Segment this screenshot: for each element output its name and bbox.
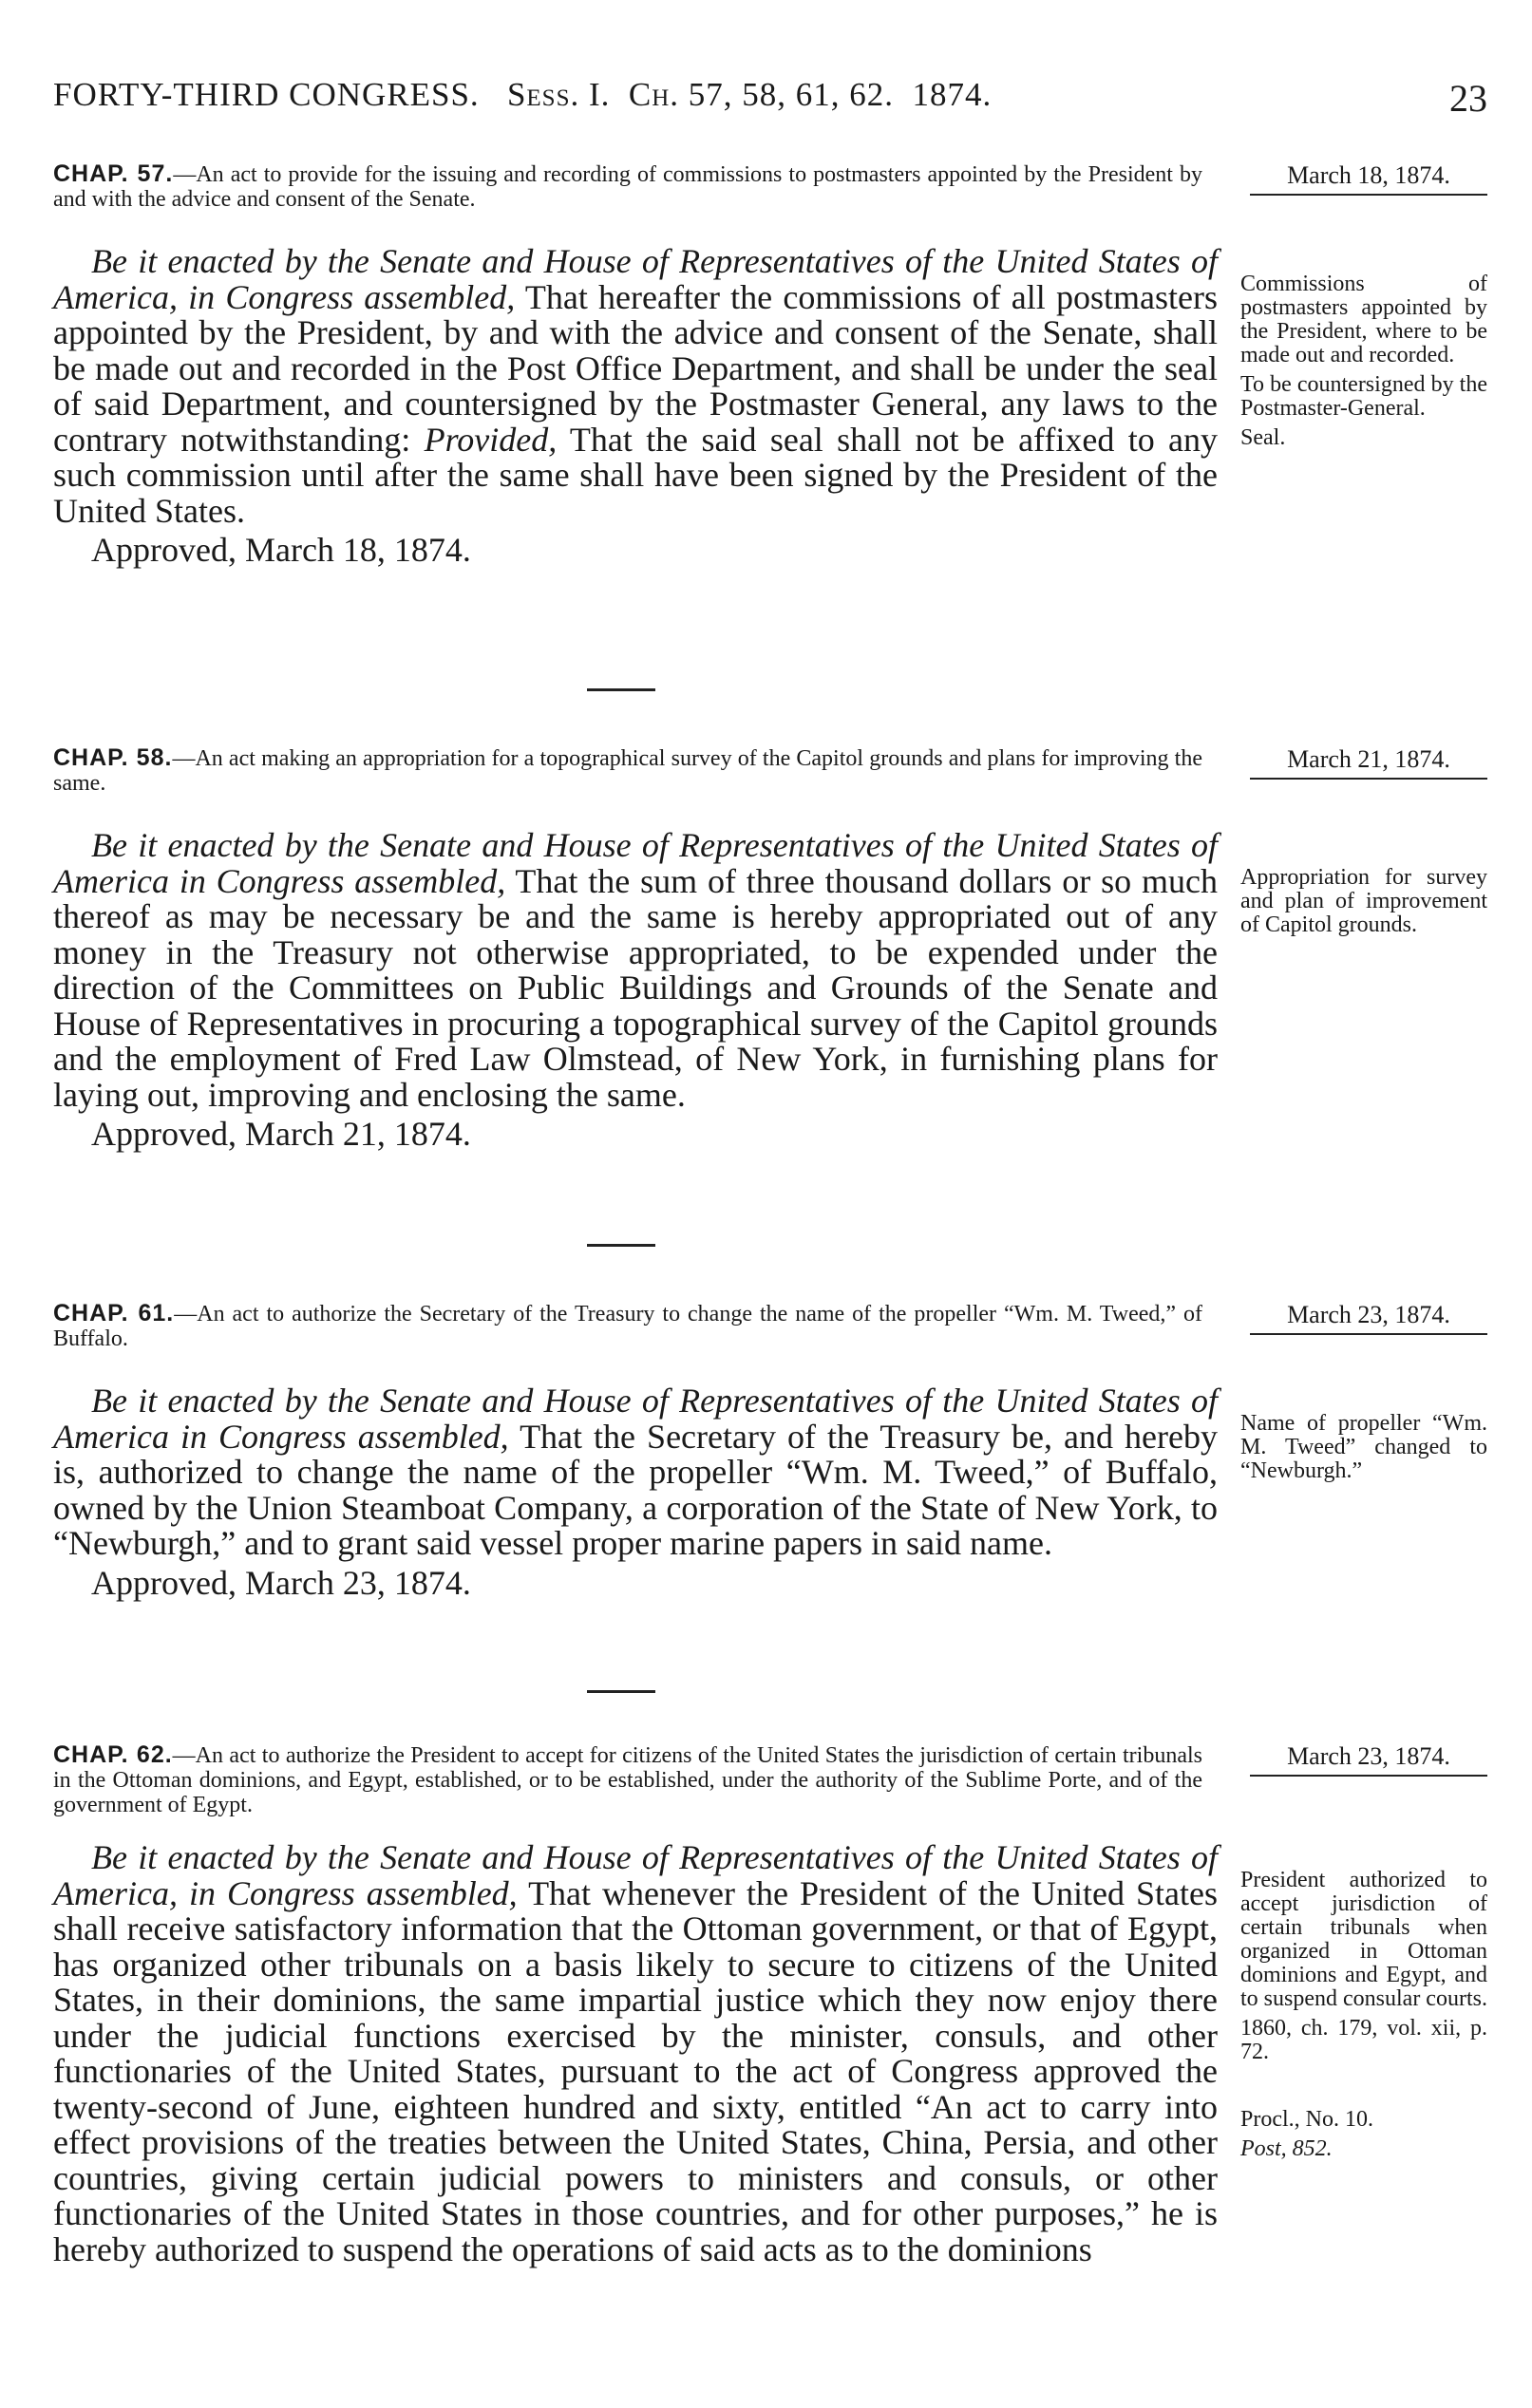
page-number: 23 — [1449, 77, 1487, 120]
header-year: 1874. — [912, 76, 993, 113]
margin-note: To be countersigned by the Postmaster-General. — [1240, 372, 1487, 421]
chapter-text — [53, 1383, 1218, 1562]
chapter-title-text: —An act to authorize the President to accept for citizens of the United States the jurisdiction of certain tribunals in the Ottoman dominions, and Egypt, established, or to be established, under the authority of the Sublime Porte, and of the government of Egypt. — [53, 1743, 1202, 1817]
chapter-text — [53, 1840, 1218, 2267]
chapter-body — [53, 244, 1487, 569]
chapter-body-text: That the sum of three thousand dollars or so much thereof as may be necessary be and the same is hereby appropriated out of any money in the Treasury not otherwise appropriated, to be expended under the direction of the Committees on Public Buildings and Grounds of the Senate and House of Representatives in procuring a topographical survey of the Capitol grounds and the employment of Fred Law Olmstead, of New York, in furnishing plans for laying out, improving and enclosing the same. — [53, 861, 1218, 1114]
margin-note: Appropriation for survey and plan of improvement of Capitol grounds. — [1240, 865, 1487, 937]
margin-note: Name of propeller “Wm. M. Tweed” changed to “Newburgh.” — [1240, 1411, 1487, 1483]
margin-note: Post, 852. — [1240, 2136, 1333, 2161]
chapters-reference: Ch. 57, 58, 61, 62. — [628, 76, 895, 113]
chapter-body — [53, 1840, 1487, 2267]
margin-notes — [1240, 866, 1487, 943]
enacting-clause: Be it enacted by the Senate and House of Representatives of the United States of America, in Congress assembled, — [53, 1838, 1218, 1912]
chapter-text — [53, 244, 1218, 529]
section-divider — [587, 1244, 655, 1247]
margin-note: President authorized to accept jurisdiction of certain tribunals when organized in Ottoman dominions and Egypt, and to suspend consular courts. — [1240, 1868, 1487, 2011]
margin-note: Commissions of postmasters appointed by the President, where to be made out and recorded. — [1240, 272, 1487, 367]
chapter-62 — [53, 1742, 1487, 2267]
chapter-title-text: —An act to provide for the issuing and recording of commissions to postmasters appointed by the President by and with the advice and consent of the Senate. — [53, 162, 1202, 212]
approved-line: Approved, March 18, 1874. — [91, 531, 471, 569]
margin-note: Procl., No. 10. — [1240, 2107, 1373, 2132]
chapter-title — [53, 161, 1202, 212]
enacting-clause: Be it enacted by the Senate and House of Representatives of the United States of America, in Congress assembled, — [53, 242, 1218, 316]
chapter-label: CHAP. 62. — [53, 1741, 173, 1768]
chapter-heading — [53, 161, 1487, 212]
chapter-title — [53, 745, 1202, 796]
chapter-body-text: That the Secretary of the Treasury be, and hereby is, authorized to change the name of the propeller “Wm. M. Tweed,” of Buffalo, owned by the Union Steamboat Company, a corporation of the State of New York, to “Newburgh,” and to grant said vessel proper marine papers in said name. — [53, 1417, 1218, 1562]
section-divider — [587, 688, 655, 691]
chapter-body — [53, 1383, 1487, 1601]
chapter-title-text: —An act to authorize the Secretary of the Treasury to change the name of the propeller “Wm. M. Tweed,” of Buffalo. — [53, 1302, 1203, 1351]
margin-notes — [1240, 1412, 1487, 1489]
chapter-label: CHAP. 61. — [53, 1300, 175, 1326]
chapter-61 — [53, 1301, 1487, 1601]
approved-line: Approved, March 23, 1874. — [91, 1563, 471, 1602]
chapter-body — [53, 828, 1487, 1153]
chapter-title — [53, 1742, 1202, 1817]
chapter-heading — [53, 1301, 1487, 1351]
running-title: FORTY-THIRD CONGRESS. — [53, 76, 480, 113]
proviso-label: Provided, — [424, 420, 558, 459]
chapter-text — [53, 828, 1218, 1113]
chapter-heading — [53, 1742, 1487, 1817]
chapter-body-text: That hereafter the commissions of all postmasters appointed by the President, by and with the advice and consent of the Senate, shall be made out and recorded in the Post Office Department, and shall be under the seal of said Department, and countersigned by the Postmaster General, any laws to the contrary notwithstanding: — [53, 277, 1218, 459]
section-divider — [587, 1690, 655, 1693]
chapter-date: March 18, 1874. — [1250, 161, 1487, 196]
enacting-clause: Be it enacted by the Senate and House of Representatives of the United States of America in Congress assembled, — [53, 826, 1218, 900]
chapter-body-text: That whenever the President of the United States shall receive satisfactory information that the Ottoman government, or that of Egypt, has organized other tribunals on a basis likely to secure to citizens of the United States, in their dominions, the same impartial justice which they now enjoy there under the judicial functions exercised by the minister, consuls, and other functionaries of the United States, pursuant to the act of Congress approved the twenty-second of June, eighteen hundred and sixty, entitled “An act to carry into effect provisions of the treaties between the United States, China, Persia, and other countries, giving certain judicial powers to ministers and consuls, or other functionaries of the United States in those countries, and for other purposes,” he is hereby authorized to suspend the operations of said acts as to the dominions — [53, 1873, 1218, 2268]
chapter-label: CHAP. 57. — [53, 160, 174, 187]
approved-line: Approved, March 21, 1874. — [91, 1115, 471, 1153]
margin-notes — [1240, 273, 1487, 456]
chapter-58 — [53, 745, 1487, 1153]
margin-note: Seal. — [1240, 425, 1286, 450]
margin-notes — [1240, 1869, 1487, 2167]
proviso-text: That the said seal shall not be affixed to any such commission until after the same shall have been signed by the President of the United States. — [53, 420, 1218, 530]
running-header — [53, 76, 1487, 133]
chapter-heading — [53, 745, 1487, 796]
header-title-line — [53, 76, 992, 114]
chapter-title-text: —An act making an appropriation for a topographical survey of the Capitol grounds and plans for improving the same. — [53, 746, 1203, 796]
chapter-date: March 23, 1874. — [1250, 1301, 1487, 1335]
margin-note: 1860, ch. 179, vol. xii, p. 72. — [1240, 2016, 1487, 2064]
chapter-date: March 23, 1874. — [1250, 1742, 1487, 1777]
enacting-clause: Be it enacted by the Senate and House of Representatives of the United States of America in Congress assembled, — [53, 1382, 1218, 1456]
chapter-57 — [53, 161, 1487, 569]
session-label: Sess. I. — [506, 76, 611, 113]
chapter-title — [53, 1301, 1202, 1351]
chapter-date: March 21, 1874. — [1250, 745, 1487, 780]
chapter-label: CHAP. 58. — [53, 744, 173, 771]
